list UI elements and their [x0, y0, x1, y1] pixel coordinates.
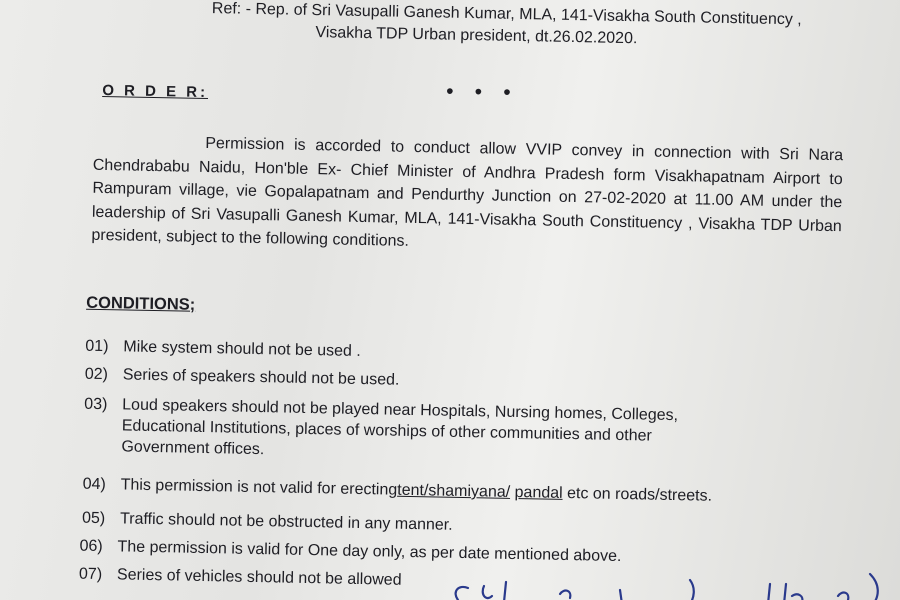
- condition-text: The permission is valid for One day only, as per date mentioned above.: [117, 538, 622, 566]
- condition-text: Traffic should not be obstructed in any manner.: [119, 510, 453, 534]
- condition-number: 05): [81, 509, 106, 528]
- condition-text: Series of speakers should not be used.: [122, 366, 400, 389]
- reference-line-1: Ref: - Rep. of Sri Vasupalli Ganesh Kumar, MLA, 141-Visakha South Constituency ,: [211, 0, 802, 29]
- condition-text: Mike system should not be used .: [123, 338, 361, 360]
- order-paragraph: Permission is accorded to conduct allow VVIP convey in connection with Sri Nara Chendrababu Naidu, Hon'ble Ex- Chief Minister of Andhra Pradesh form Visakhapatnam Airport to Rampuram village, vie Gopalapatnam and Pendurthy Junction on 27-02-2020 at 11.00 AM under the leadership of Sri Vasupalli Ganesh Kumar, MLA, 141-Visakha South Constituency , Visakha TDP Urban president, subject to the following conditions.: [91, 134, 844, 250]
- condition-number: 07): [78, 565, 103, 584]
- condition-number: 03): [84, 395, 108, 414]
- conditions-heading: CONDITIONS;: [86, 293, 196, 314]
- order-heading-text: O R D E R: [102, 81, 201, 101]
- condition-text-underlined: tent/shamiyana/: [397, 481, 511, 501]
- condition-text: Loud speakers should not be played near Hospitals, Nursing homes, Colleges, Educational Institutions, places of worships of other communities and other Government offices.: [121, 396, 679, 459]
- condition-text-underlined: pandal: [514, 483, 563, 502]
- separator-dots: • • •: [446, 80, 519, 104]
- condition-text-part: This permission is not valid for erecting: [120, 476, 398, 499]
- condition-text: Series of vehicles should not be allowed: [116, 566, 402, 589]
- condition-text: [121, 474, 801, 508]
- condition-number: 06): [79, 537, 103, 556]
- condition-number: 02): [84, 365, 109, 384]
- handwritten-scribble: [440, 566, 900, 600]
- order-heading: [102, 82, 208, 101]
- order-heading-colon: :: [199, 83, 209, 102]
- condition-text-part: etc on roads/streets.: [562, 484, 713, 505]
- condition-number: 01): [85, 337, 109, 356]
- reference-line-2: Visakha TDP Urban president, dt.26.02.2020.: [315, 24, 638, 48]
- reference-line: [211, 0, 852, 54]
- condition-number: 04): [82, 475, 107, 494]
